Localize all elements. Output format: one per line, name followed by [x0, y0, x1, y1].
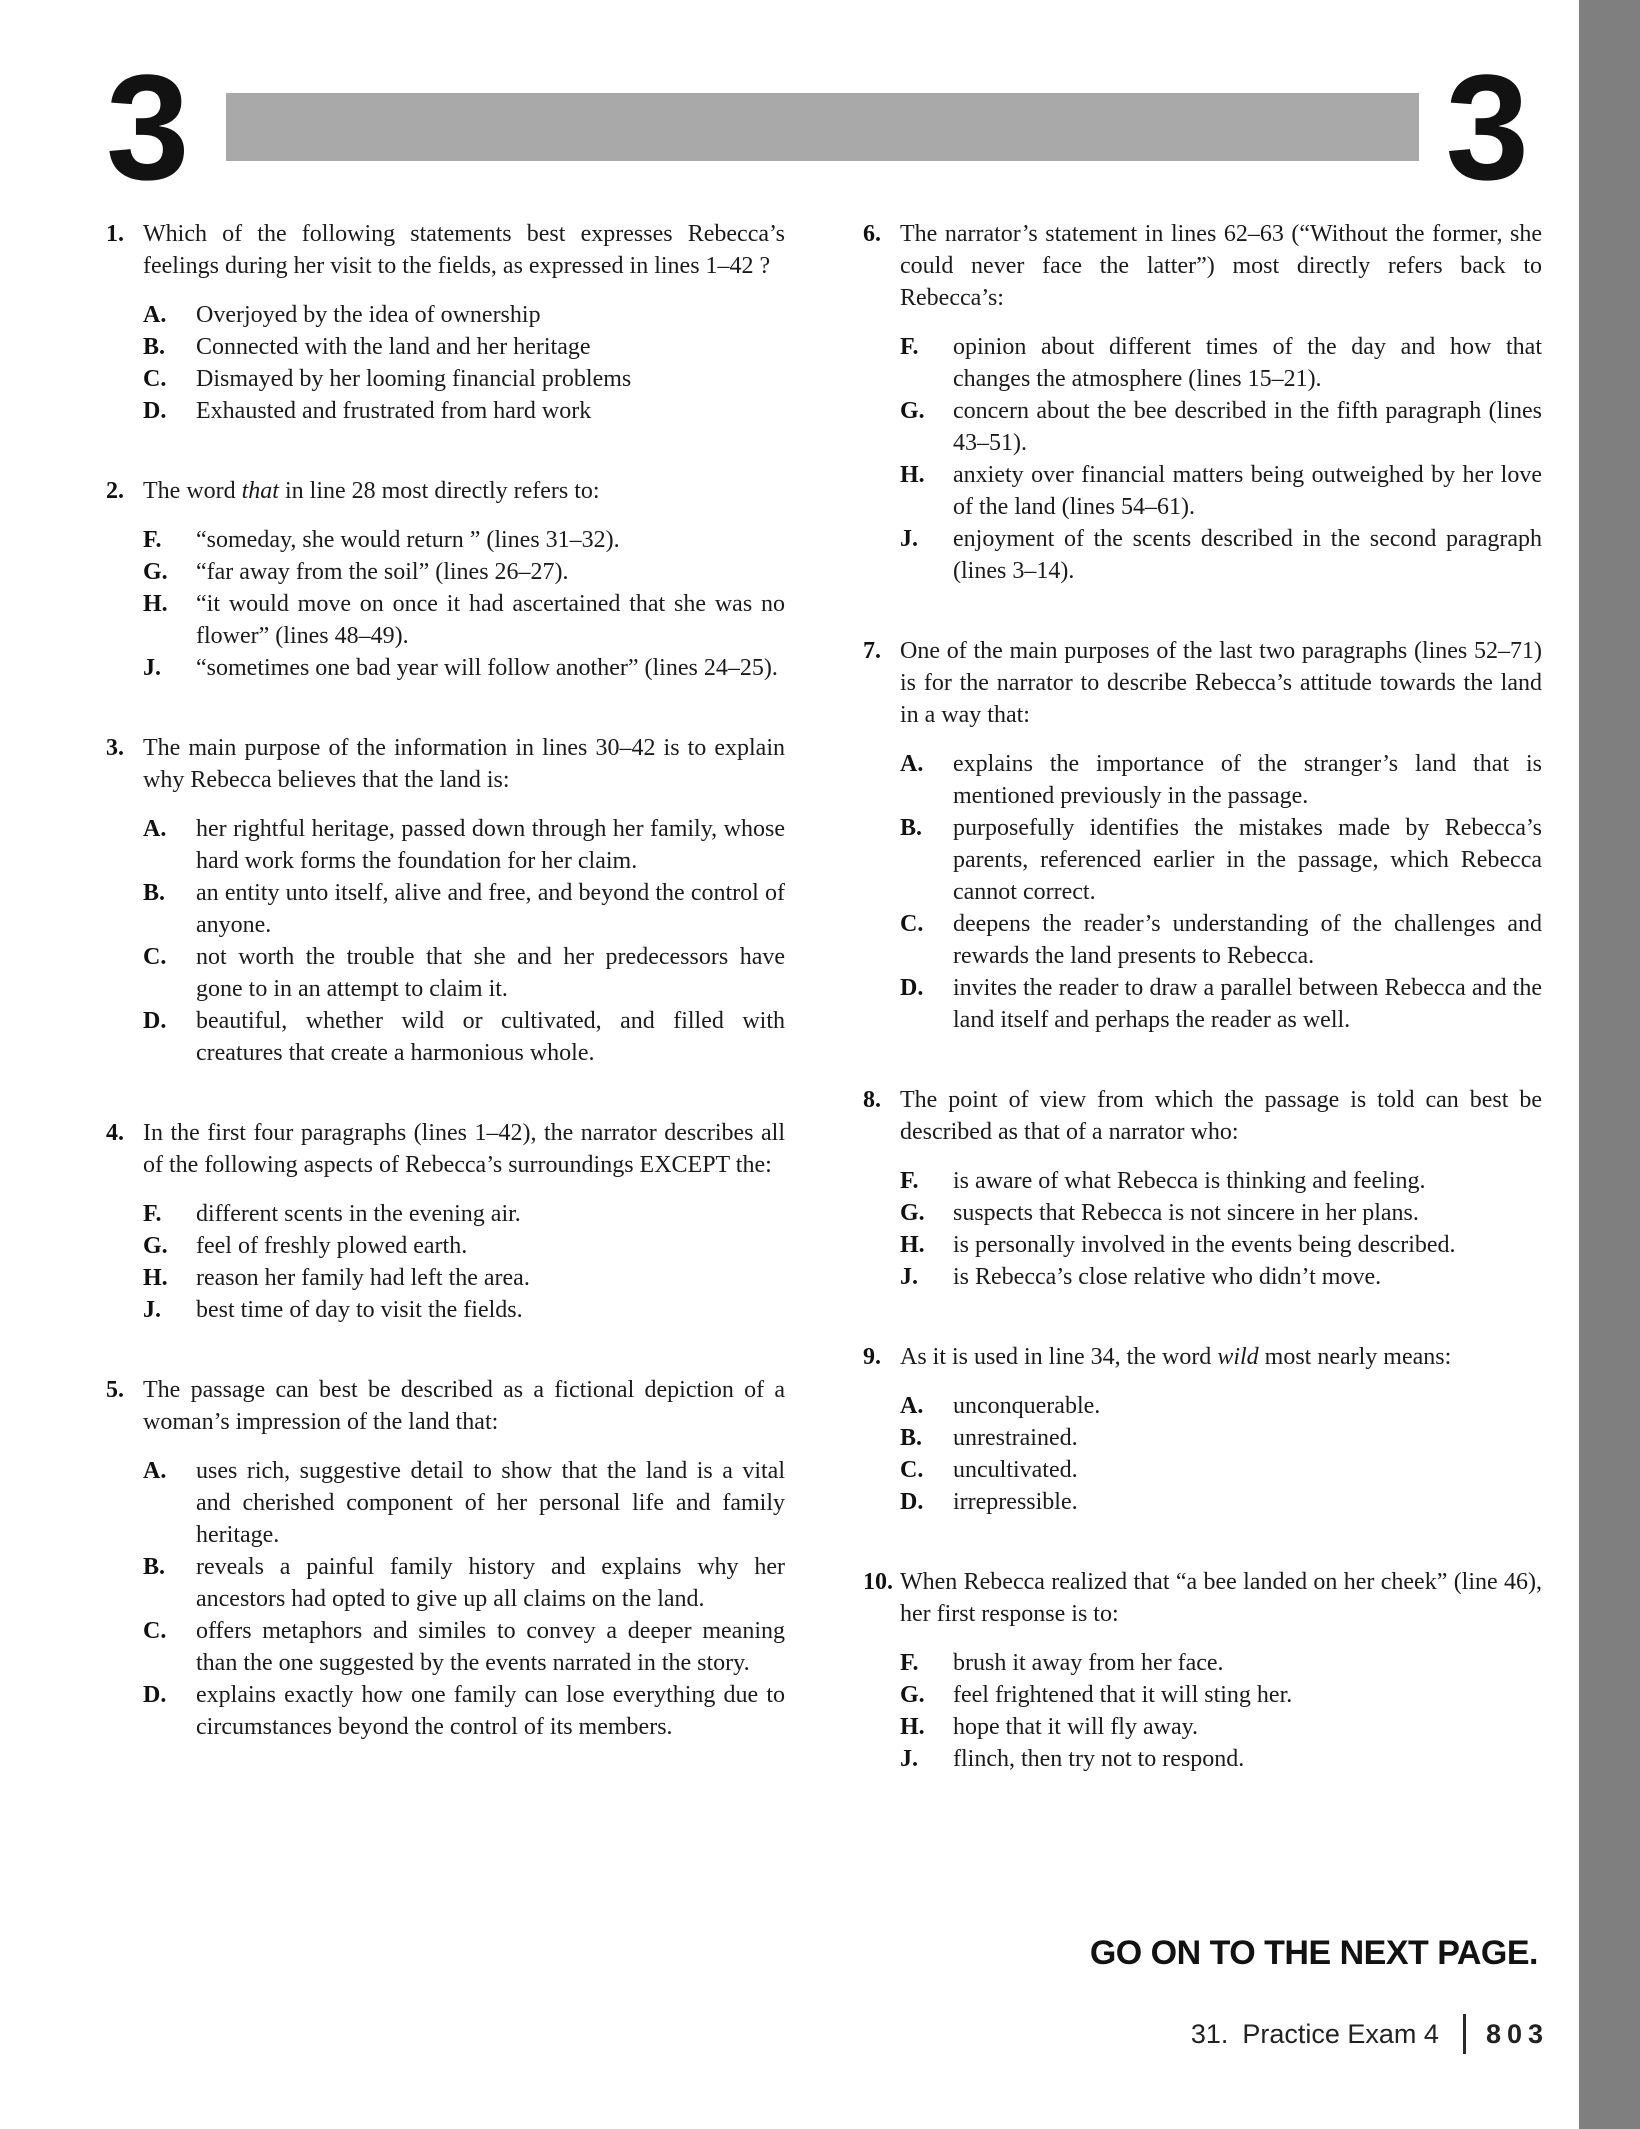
answer-option-H [143, 588, 785, 652]
question-body [143, 1117, 785, 1326]
answer-option-J [900, 1261, 1542, 1293]
option-letter: D. [900, 975, 924, 1001]
answer-option-F [900, 331, 1542, 395]
option-letter: G. [143, 1233, 168, 1259]
question-stem [143, 1374, 785, 1438]
option-text: flinch, then try not to respond. [953, 1746, 1245, 1772]
option-text: anxiety over financial matters being outweighed by her love of the land (lines 54–61). [953, 462, 1542, 520]
question-body [143, 1374, 785, 1743]
answer-options [143, 1455, 785, 1743]
question-3 [106, 732, 785, 1069]
answer-options [143, 813, 785, 1069]
option-text: brush it away from her face. [953, 1650, 1224, 1676]
option-text: Overjoyed by the idea of ownership [196, 302, 541, 328]
option-letter: J. [900, 1264, 918, 1290]
option-text: deepens the reader’s understanding of the challenges and rewards the land presents to Rebecca. [953, 911, 1542, 969]
option-letter: D. [143, 1008, 167, 1034]
option-letter: C. [900, 911, 924, 937]
option-letter: F. [143, 527, 162, 553]
option-letter: G. [900, 1200, 925, 1226]
option-letter: H. [143, 591, 168, 617]
option-letter: G. [143, 559, 168, 585]
stem-text: The narrator’s statement in lines 62–63 (“Without the former, she could never face the latter”) most directly refers back to Rebecca’s: [900, 221, 1542, 311]
answer-option-J [143, 1294, 785, 1326]
answer-options [900, 1647, 1542, 1775]
answer-option-J [143, 652, 785, 684]
option-text: concern about the bee described in the fifth paragraph (lines 43–51). [953, 398, 1542, 456]
page-footer [1190, 2014, 1549, 2054]
question-stem [143, 475, 785, 507]
question-8 [863, 1084, 1542, 1293]
stem-italic-word: that [241, 478, 279, 504]
question-stem [900, 218, 1542, 314]
answer-option-B [143, 1551, 785, 1615]
option-letter: D. [143, 1682, 167, 1708]
option-text: “sometimes one bad year will follow another” (lines 24–25). [196, 655, 778, 681]
question-7 [863, 635, 1542, 1036]
answer-options [900, 748, 1542, 1036]
question-stem [900, 1084, 1542, 1148]
question-stem [143, 218, 785, 282]
option-letter: H. [143, 1265, 168, 1291]
questions-area [106, 218, 1640, 1823]
option-letter: C. [143, 1618, 167, 1644]
option-letter: J. [143, 655, 161, 681]
option-letter: C. [143, 944, 167, 970]
option-text: “it would move on once it had ascertained that she was no flower” (lines 48–49). [196, 591, 785, 649]
option-text: enjoyment of the scents described in the second paragraph (lines 3–14). [953, 526, 1542, 584]
answer-option-J [900, 1743, 1542, 1775]
option-letter: D. [900, 1489, 924, 1515]
question-stem [900, 635, 1542, 731]
option-text: beautiful, whether wild or cultivated, and filled with creatures that create a harmonious whole. [196, 1008, 785, 1066]
option-letter: A. [900, 1393, 924, 1419]
answer-option-G [143, 556, 785, 588]
question-body [900, 635, 1542, 1036]
stem-text: In the first four paragraphs (lines 1–42), the narrator describes all of the following aspects of Rebecca’s surroundings EXCEPT the: [143, 1120, 785, 1178]
answer-option-G [900, 1679, 1542, 1711]
stem-text: The main purpose of the information in lines 30–42 is to explain why Rebecca believes that the land is: [143, 735, 785, 793]
option-text: is Rebecca’s close relative who didn’t move. [953, 1264, 1382, 1290]
question-stem [900, 1566, 1542, 1630]
question-stem [143, 1117, 785, 1181]
option-letter: C. [143, 366, 167, 392]
question-body [143, 732, 785, 1069]
answer-option-D [900, 1486, 1542, 1518]
option-letter: B. [143, 880, 166, 906]
answer-option-A [143, 1455, 785, 1551]
option-letter: J. [143, 1297, 161, 1323]
option-text: an entity unto itself, alive and free, and beyond the control of anyone. [196, 880, 785, 938]
option-text: hope that it will fly away. [953, 1714, 1199, 1740]
question-number: 9. [863, 1344, 881, 1370]
answer-option-A [143, 813, 785, 877]
option-letter: D. [143, 398, 167, 424]
go-on-instruction: GO ON TO THE NEXT PAGE. [1089, 1934, 1538, 1972]
page-header [106, 43, 1529, 211]
stem-text: in line 28 most directly refers to: [278, 478, 600, 504]
question-2 [106, 475, 785, 684]
stem-text: The passage can best be described as a fictional depiction of a woman’s impression of the land that: [143, 1377, 785, 1435]
option-text: unconquerable. [953, 1393, 1101, 1419]
option-text: irrepressible. [953, 1489, 1078, 1515]
question-number: 6. [863, 221, 881, 247]
question-1 [106, 218, 785, 427]
option-text: not worth the trouble that she and her predecessors have gone to in an attempt to claim it. [196, 944, 785, 1002]
section-number-left: 3 [106, 43, 190, 211]
option-text: her rightful heritage, passed down through her family, whose hard work forms the foundation for her claim. [196, 816, 785, 874]
option-text: reveals a painful family history and explains why her ancestors had opted to give up all claims on the land. [196, 1554, 785, 1612]
option-text: feel of freshly plowed earth. [196, 1233, 468, 1259]
stem-text: When Rebecca realized that “a bee landed on her cheek” (line 46), her first response is to: [900, 1569, 1542, 1627]
answer-option-G [143, 1230, 785, 1262]
answer-option-B [900, 1422, 1542, 1454]
option-letter: B. [900, 815, 923, 841]
question-number: 10. [863, 1569, 893, 1595]
option-text: uncultivated. [953, 1457, 1078, 1483]
answer-option-A [900, 1390, 1542, 1422]
question-body [143, 218, 785, 427]
option-text: opinion about different times of the day and how that changes the atmosphere (lines 15–21). [953, 334, 1542, 392]
answer-option-F [143, 524, 785, 556]
answer-option-G [900, 395, 1542, 459]
answer-option-B [143, 877, 785, 941]
question-number: 1. [106, 221, 124, 247]
option-letter: G. [900, 1682, 925, 1708]
answer-option-C [143, 1615, 785, 1679]
header-bar [226, 93, 1418, 161]
option-text: invites the reader to draw a parallel between Rebecca and the land itself and perhaps the reader as well. [953, 975, 1542, 1033]
answer-options [143, 524, 785, 684]
option-letter: J. [900, 1746, 918, 1772]
question-number: 8. [863, 1087, 881, 1113]
option-letter: A. [143, 1458, 167, 1484]
option-text: unrestrained. [953, 1425, 1078, 1451]
option-letter: J. [900, 526, 918, 552]
answer-options [143, 1198, 785, 1326]
answer-option-F [900, 1647, 1542, 1679]
option-letter: A. [900, 751, 924, 777]
answer-option-A [900, 748, 1542, 812]
option-text: uses rich, suggestive detail to show that the land is a vital and cherished component of her personal life and family heritage. [196, 1458, 785, 1548]
section-number-right: 3 [1445, 43, 1529, 211]
option-letter: A. [143, 816, 167, 842]
option-text: explains the importance of the stranger’s land that is mentioned previously in the passage. [953, 751, 1542, 809]
option-letter: H. [900, 462, 925, 488]
stem-text: One of the main purposes of the last two paragraphs (lines 52–71) is for the narrator to describe Rebecca’s attitude towards the land in a way that: [900, 638, 1542, 728]
answer-option-D [143, 1679, 785, 1743]
answer-option-B [143, 331, 785, 363]
option-text: feel frightened that it will sting her. [953, 1682, 1293, 1708]
answer-options [900, 331, 1542, 587]
question-body [900, 1341, 1542, 1518]
option-text: offers metaphors and similes to convey a deeper meaning than the one suggested by the events narrated in the story. [196, 1618, 785, 1676]
answer-option-C [900, 1454, 1542, 1486]
question-5 [106, 1374, 785, 1743]
option-text: “someday, she would return ” (lines 31–32). [196, 527, 620, 553]
question-body [143, 475, 785, 684]
answer-option-D [143, 395, 785, 427]
option-text: purposefully identifies the mistakes made by Rebecca’s parents, referenced earlier in the passage, which Rebecca cannot correct. [953, 815, 1542, 905]
answer-option-H [900, 459, 1542, 523]
footer-chapter-number: 31. [1190, 2018, 1229, 2049]
option-text: Connected with the land and her heritage [196, 334, 591, 360]
answer-option-C [900, 908, 1542, 972]
option-text: explains exactly how one family can lose everything due to circumstances beyond the control of its members. [196, 1682, 785, 1740]
answer-options [900, 1165, 1542, 1293]
option-text: Dismayed by her looming financial problems [196, 366, 632, 392]
option-letter: F. [900, 1650, 919, 1676]
question-number: 3. [106, 735, 124, 761]
answer-option-F [143, 1198, 785, 1230]
option-text: is personally involved in the events being described. [953, 1232, 1456, 1258]
question-body [900, 1084, 1542, 1293]
answer-option-H [900, 1229, 1542, 1261]
stem-italic-word: wild [1217, 1344, 1259, 1370]
stem-text: The point of view from which the passage is told can best be described as that of a narrator who: [900, 1087, 1542, 1145]
option-letter: C. [900, 1457, 924, 1483]
question-10 [863, 1566, 1542, 1775]
answer-option-J [900, 523, 1542, 587]
answer-option-H [900, 1711, 1542, 1743]
page-edge-strip [1579, 0, 1640, 2129]
option-letter: F. [143, 1201, 162, 1227]
option-letter: H. [900, 1232, 925, 1258]
answer-option-C [143, 363, 785, 395]
answer-options [143, 299, 785, 427]
question-number: 7. [863, 638, 881, 664]
answer-option-A [143, 299, 785, 331]
answer-option-D [143, 1005, 785, 1069]
question-stem [900, 1341, 1542, 1373]
answer-option-B [900, 812, 1542, 908]
question-number: 4. [106, 1120, 124, 1146]
option-letter: G. [900, 398, 925, 424]
option-text: reason her family had left the area. [196, 1265, 530, 1291]
option-letter: A. [143, 302, 167, 328]
answer-option-G [900, 1197, 1542, 1229]
option-letter: F. [900, 334, 919, 360]
stem-text: The word [143, 478, 242, 504]
option-text: suspects that Rebecca is not sincere in her plans. [953, 1200, 1419, 1226]
questions-column-left [106, 218, 785, 1823]
answer-option-H [143, 1262, 785, 1294]
question-body [900, 1566, 1542, 1775]
option-letter: F. [900, 1168, 919, 1194]
option-letter: B. [143, 1554, 166, 1580]
question-9 [863, 1341, 1542, 1518]
question-6 [863, 218, 1542, 587]
option-text: is aware of what Rebecca is thinking and feeling. [953, 1168, 1426, 1194]
option-text: different scents in the evening air. [196, 1201, 521, 1227]
question-body [900, 218, 1542, 587]
footer-exam-title: Practice Exam 4 [1242, 2018, 1439, 2049]
option-letter: H. [900, 1714, 925, 1740]
question-4 [106, 1117, 785, 1326]
answer-option-D [900, 972, 1542, 1036]
footer-divider-rule [1463, 2014, 1466, 2054]
option-text: “far away from the soil” (lines 26–27). [196, 559, 569, 585]
footer-page-number: 803 [1485, 2018, 1549, 2049]
answer-option-C [143, 941, 785, 1005]
stem-text: most nearly means: [1258, 1344, 1452, 1370]
option-letter: B. [900, 1425, 923, 1451]
option-letter: B. [143, 334, 166, 360]
stem-text: As it is used in line 34, the word [900, 1344, 1218, 1370]
question-number: 2. [106, 478, 124, 504]
question-number: 5. [106, 1377, 124, 1403]
questions-column-right [863, 218, 1542, 1823]
answer-options [900, 1390, 1542, 1518]
answer-option-F [900, 1165, 1542, 1197]
stem-text: Which of the following statements best expresses Rebecca’s feelings during her visit to the fields, as expressed in lines 1–42 ? [143, 221, 785, 279]
question-stem [143, 732, 785, 796]
option-text: Exhausted and frustrated from hard work [196, 398, 592, 424]
option-text: best time of day to visit the fields. [196, 1297, 523, 1323]
